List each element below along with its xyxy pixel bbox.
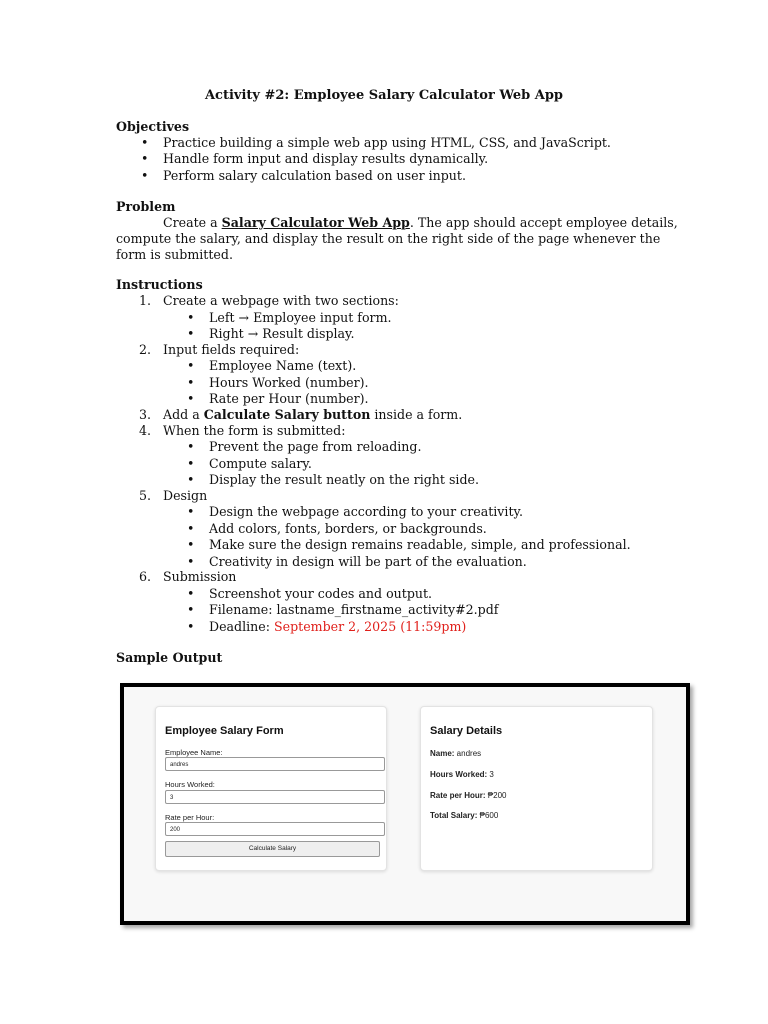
sub-item: • Hours Worked (number). — [187, 375, 369, 390]
sub-item: • Design the webpage according to your creativity. — [187, 504, 523, 519]
step-5: 5. Design — [139, 488, 208, 503]
sub-item: • Filename: lastname_firstname_activity#2.pdf — [187, 602, 499, 617]
step-6: 6. Submission — [139, 569, 237, 584]
sub-item: • Add colors, fonts, borders, or backgrounds. — [187, 521, 487, 536]
sub-item: • Right → Result display. — [187, 326, 355, 341]
sub-item: • Rate per Hour (number). — [187, 391, 369, 406]
step-3: 3. Add a Calculate Salary button inside a form. — [139, 407, 463, 422]
deadline-date: September 2, 2025 (11:59pm) — [274, 619, 467, 634]
problem-heading: Problem — [116, 199, 176, 214]
sub-item: • Left → Employee input form. — [187, 310, 392, 325]
objective-item: • Perform salary calculation based on user input. — [141, 168, 466, 183]
result-title: Salary Details — [430, 725, 503, 737]
sub-item: • Compute salary. — [187, 456, 312, 471]
step-4: 4. When the form is submitted: — [139, 423, 346, 438]
sub-item: • Employee Name (text). — [187, 358, 357, 373]
salary-details-card — [420, 706, 653, 871]
result-hours: Hours Worked: 3 — [430, 770, 494, 779]
employee-name-input[interactable]: andres — [165, 757, 385, 771]
rate-label: Rate per Hour: — [165, 813, 215, 822]
page-title: Activity #2: Employee Salary Calculator Web App — [204, 88, 564, 103]
result-name: Name: andres — [430, 749, 482, 758]
form-title: Employee Salary Form — [165, 725, 284, 737]
result-rate: Rate per Hour: ₱200 — [430, 791, 507, 800]
deadline-item: • Deadline: September 2, 2025 (11:59pm) — [187, 619, 467, 634]
app-name: Salary Calculator Web App — [221, 215, 410, 230]
problem-line-3: form is submitted. — [116, 247, 233, 262]
name-label: Employee Name: — [165, 748, 223, 757]
sub-item: • Make sure the design remains readable, simple, and professional. — [187, 537, 631, 552]
step-2: 2. Input fields required: — [139, 342, 300, 357]
employee-form-card — [155, 706, 387, 871]
hours-worked-input[interactable]: 3 — [165, 790, 385, 804]
sample-output-heading: Sample Output — [116, 650, 223, 665]
objectives-heading: Objectives — [116, 119, 190, 134]
problem-line-2: compute the salary, and display the result on the right side of the page whenever the — [116, 231, 661, 246]
calculate-salary-button[interactable]: Calculate Salary — [165, 841, 380, 857]
objective-item: • Practice building a simple web app using HTML, CSS, and JavaScript. — [141, 135, 611, 150]
hours-label: Hours Worked: — [165, 780, 215, 789]
instructions-heading: Instructions — [116, 277, 203, 292]
rate-per-hour-input[interactable]: 200 — [165, 822, 385, 836]
sub-item: • Creativity in design will be part of the evaluation. — [187, 554, 527, 569]
step-1: 1. Create a webpage with two sections: — [139, 293, 399, 308]
result-total: Total Salary: ₱600 — [430, 811, 499, 820]
objective-item: • Handle form input and display results dynamically. — [141, 151, 489, 166]
problem-line-1: Create a Salary Calculator Web App. The app should accept employee details, — [163, 215, 678, 230]
sample-output-screenshot — [120, 683, 690, 925]
sub-item: • Display the result neatly on the right side. — [187, 472, 479, 487]
sub-item: • Prevent the page from reloading. — [187, 439, 422, 454]
sub-item: • Screenshot your codes and output. — [187, 586, 433, 601]
